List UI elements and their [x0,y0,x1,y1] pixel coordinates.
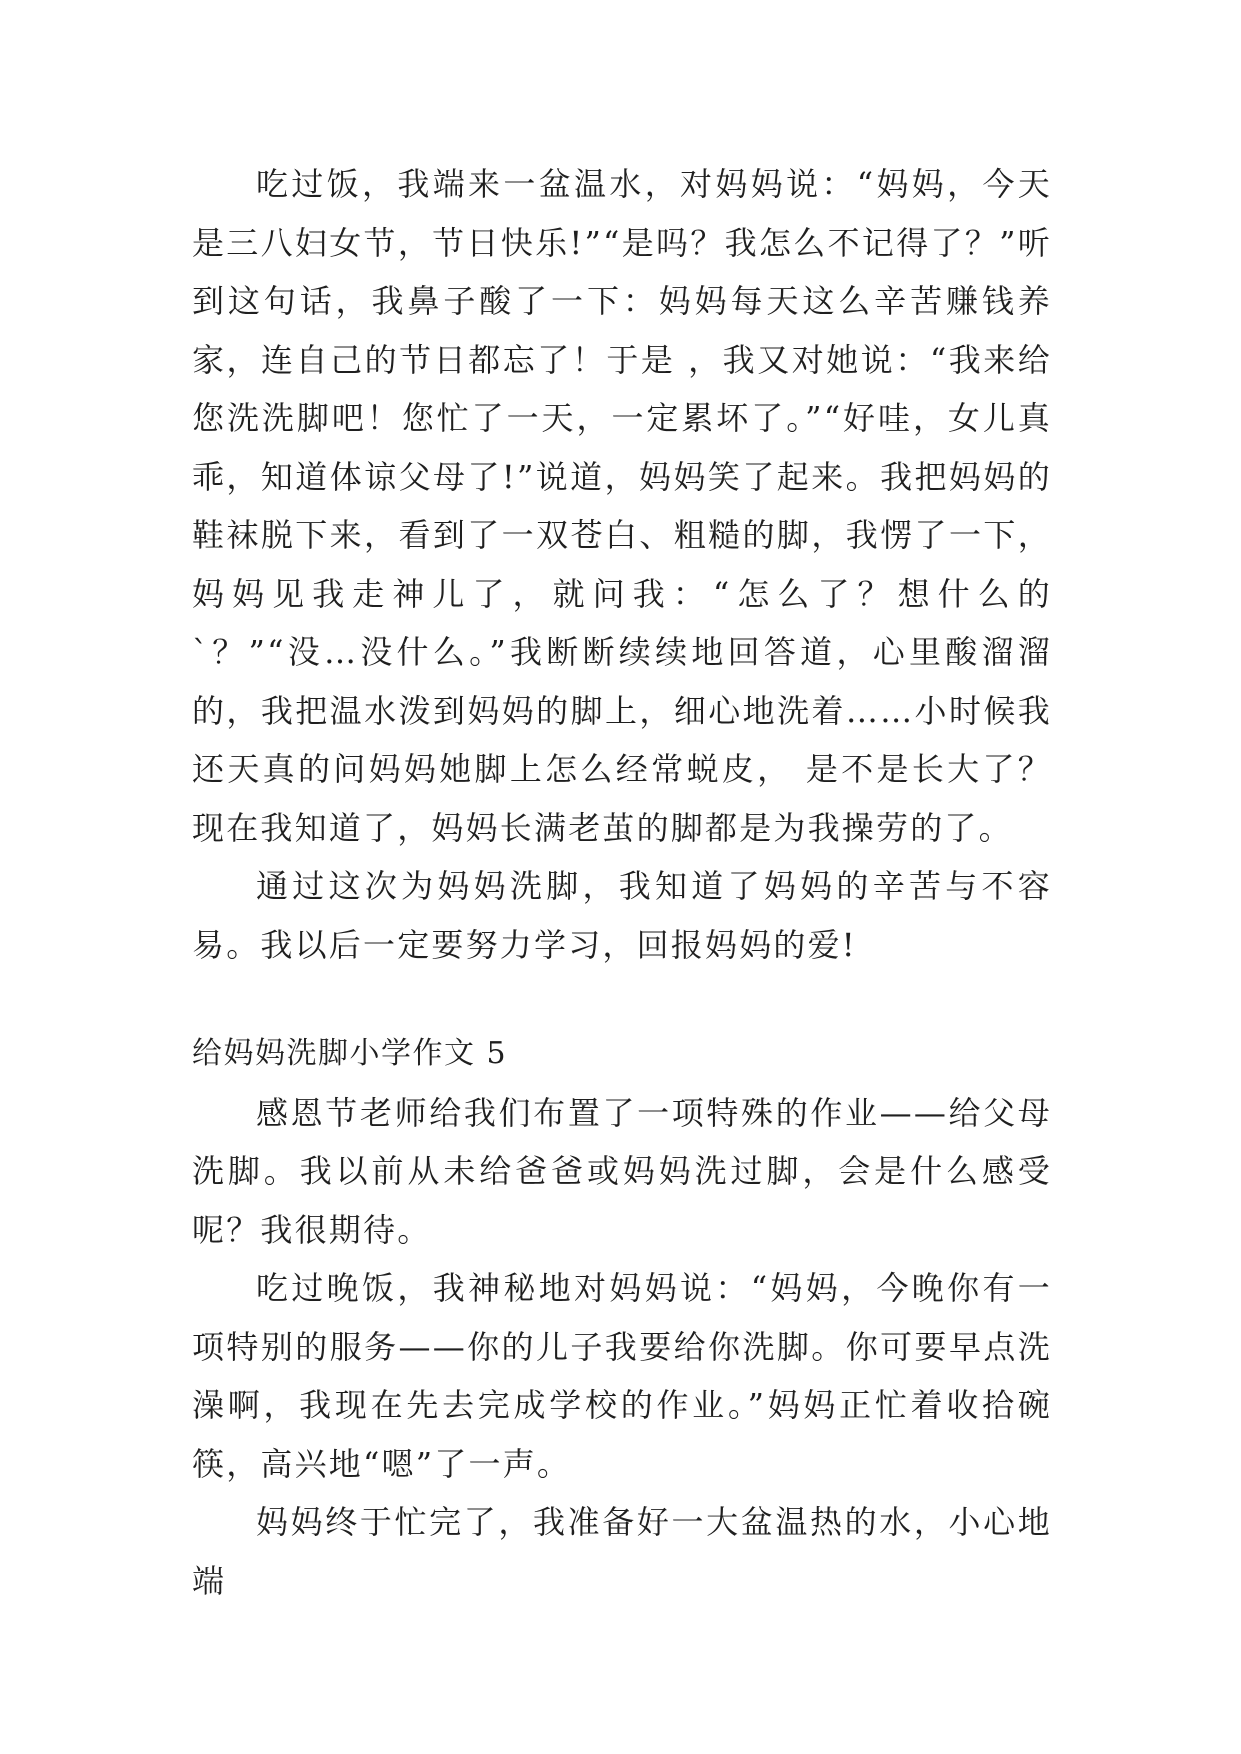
paragraph-1: 吃过饭，我端来一盆温水，对妈妈说：“妈妈，今天是三八妇女节，节日快乐!”“是吗？我怎么不记得了？”听到这句话，我鼻子酸了一下：妈妈每天这么辛苦赚钱养家，连自己的节日都忘了！于是 ，我又对她说：“我来给您洗洗脚吧！您忙了一天，一定累坏了。”“好哇，女儿真乖，知道体谅父母了!”说道，妈妈笑了起来。我把妈妈的鞋袜脱下来，看到了一双苍白、粗糙的脚，我愣了一下， 妈妈见我走神儿了，就问我：“怎么了？想什么的`？”“没…没什么。”我断断续续地回答道，心里酸溜溜的，我把温水泼到妈妈的脚上，细心地洗着……小时候我还天真的问妈妈她脚上怎么经常蜕皮， 是不是长大了？现在我知道了，妈妈长满老茧的脚都是为我操劳的了。 [192,165,1052,847]
paragraph-5: 妈妈终于忙完了，我准备好一大盆温热的水，小心地端 [192,1503,1052,1600]
paragraph-3: 感恩节老师给我们布置了一项特殊的作业——给父母洗脚。我以前从未给爸爸或妈妈洗过脚，会是什么感受呢？我很期待。 [192,1093,1052,1249]
document-body [192,155,1052,1610]
paragraph-2: 通过这次为妈妈洗脚，我知道了妈妈的辛苦与不容易。我以后一定要努力学习，回报妈妈的爱! [192,867,1052,964]
section-heading: 给妈妈洗脚小学作文 5 [192,1036,508,1071]
paragraph-4: 吃过晚饭，我神秘地对妈妈说：“妈妈，今晚你有一项特别的服务——你的儿子我要给你洗脚。你可要早点洗澡啊，我现在先去完成学校的作业。”妈妈正忙着收拾碗筷，高兴地“嗯”了一声。 [192,1269,1052,1483]
